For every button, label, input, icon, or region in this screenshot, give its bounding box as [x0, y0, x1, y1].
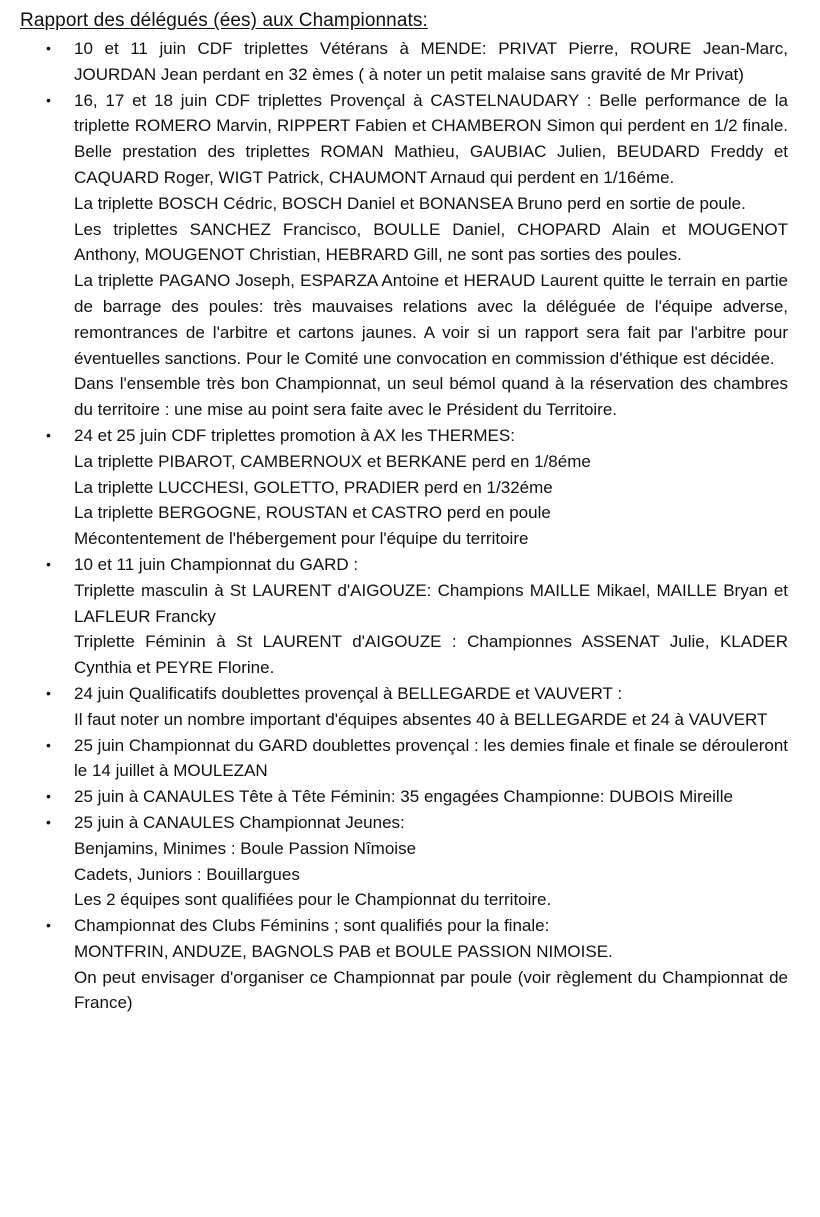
list-item-paragraph: MONTFRIN, ANDUZE, BAGNOLS PAB et BOULE PASSION NIMOISE. — [74, 941, 613, 961]
list-item-paragraph: Il faut noter un nombre important d'équipes absentes 40 à BELLEGARDE et 24 à VAUVERT — [74, 709, 768, 729]
list-item-paragraph: La triplette PAGANO Joseph, ESPARZA Antoine et HERAUD Laurent quitte le terrain en partie de barrage des poules: très mauvaises relations avec la déléguée de l'équipe adverse, remontrances de l'arbitre et cartons jaunes. A voir si un rapport sera fait par l'arbitre pour éventuelles sanctions. Pour le Comité une convocation en commission d'éthique est décidée. — [74, 271, 788, 368]
bullet-icon: • — [46, 40, 51, 56]
bullet-icon: • — [46, 788, 51, 805]
list-item — [0, 88, 820, 423]
bullet-icon: • — [46, 736, 51, 753]
list-item — [0, 913, 820, 1016]
list-item-paragraph: On peut envisager d'organiser ce Championnat par poule (voir règlement du Championnat de France) — [74, 967, 788, 1013]
list-item-paragraph: 10 et 11 juin Championnat du GARD : — [74, 554, 359, 574]
list-item-paragraph: Les triplettes SANCHEZ Francisco, BOULLE Daniel, CHOPARD Alain et MOUGENOT Anthony, MOUGENOT Christian, HEBRARD Gill, ne sont pas sorties des poules. — [74, 219, 788, 265]
list-item-paragraph: 25 juin à CANAULES Tête à Tête Féminin: 35 engagées Championne: DUBOIS Mireille — [74, 787, 733, 807]
list-item-paragraph: 24 et 25 juin CDF triplettes promotion à AX les THERMES: — [74, 425, 515, 445]
list-item-paragraph: La triplette BERGOGNE, ROUSTAN et CASTRO perd en poule — [74, 503, 551, 523]
list-item-paragraph: 24 juin Qualificatifs doublettes provençal à BELLEGARDE et VAUVERT : — [74, 683, 623, 703]
list-item-paragraph: Les 2 équipes sont qualifiées pour le Championnat du territoire. — [74, 890, 552, 910]
list-item-paragraph: Benjamins, Minimes : Boule Passion Nîmoise — [74, 838, 417, 858]
list-item-paragraph: 25 juin à CANAULES Championnat Jeunes: — [74, 812, 405, 832]
bullet-icon: • — [46, 917, 51, 934]
list-item-paragraph: La triplette LUCCHESI, GOLETTO, PRADIER perd en 1/32éme — [74, 477, 553, 497]
list-item-paragraph: Mécontentement de l'hébergement pour l'équipe du territoire — [74, 529, 529, 549]
list-item — [0, 681, 820, 733]
bullet-icon: • — [46, 555, 51, 572]
list-item — [0, 810, 820, 913]
list-item-paragraph: La triplette PIBAROT, CAMBERNOUX et BERKANE perd en 1/8éme — [74, 451, 591, 471]
bullet-icon: • — [46, 426, 51, 443]
list-item-paragraph: 16, 17 et 18 juin CDF triplettes Provençal à CASTELNAUDARY : Belle performance de la triplette ROMERO Marvin, RIPPERT Fabien et CHAMBERON Simon qui perdent en 1/2 finale. Belle prestation des triplettes ROMAN Mathieu, GAUBIAC Julien, BEUDARD Freddy et CAQUARD Roger, WIGT Patrick, CHAUMONT Arnaud qui perdent en 1/16éme. — [74, 90, 788, 187]
list-item-paragraph: 25 juin Championnat du GARD doublettes provençal : les demies finale et finale se dérouleront le 14 juillet à MOULEZAN — [74, 735, 788, 781]
list-item — [0, 36, 820, 88]
list-item — [0, 784, 820, 810]
list-item-paragraph: Championnat des Clubs Féminins ; sont qualifiés pour la finale: — [74, 916, 550, 936]
list-item — [0, 552, 820, 681]
report-list — [0, 36, 820, 1016]
list-item-paragraph: Triplette masculin à St LAURENT d'AIGOUZE: Champions MAILLE Mikael, MAILLE Bryan et LAFLEUR Francky — [74, 580, 788, 626]
bullet-icon: • — [46, 684, 51, 701]
list-item-paragraph: Cadets, Juniors : Bouillargues — [74, 864, 300, 884]
bullet-icon: • — [46, 813, 51, 830]
report-title: Rapport des délégués (ées) aux Championnats: — [20, 10, 428, 31]
list-item-paragraph: 10 et 11 juin CDF triplettes Vétérans à MENDE: PRIVAT Pierre, ROURE Jean-Marc, JOURDAN Jean perdant en 32 èmes ( à noter un petit malaise sans gravité de Mr Privat) — [74, 39, 788, 84]
list-item — [0, 733, 820, 785]
bullet-icon: • — [46, 91, 51, 108]
list-item-paragraph: Triplette Féminin à St LAURENT d'AIGOUZE : Championnes ASSENAT Julie, KLADER Cynthia et PEYRE Florine. — [74, 632, 788, 678]
list-item — [0, 423, 820, 552]
list-item-paragraph: Dans l'ensemble très bon Championnat, un seul bémol quand à la réservation des chambres du territoire : une mise au point sera faite avec le Président du Territoire. — [74, 374, 788, 420]
list-item-paragraph: La triplette BOSCH Cédric, BOSCH Daniel et BONANSEA Bruno perd en sortie de poule. — [74, 193, 746, 213]
